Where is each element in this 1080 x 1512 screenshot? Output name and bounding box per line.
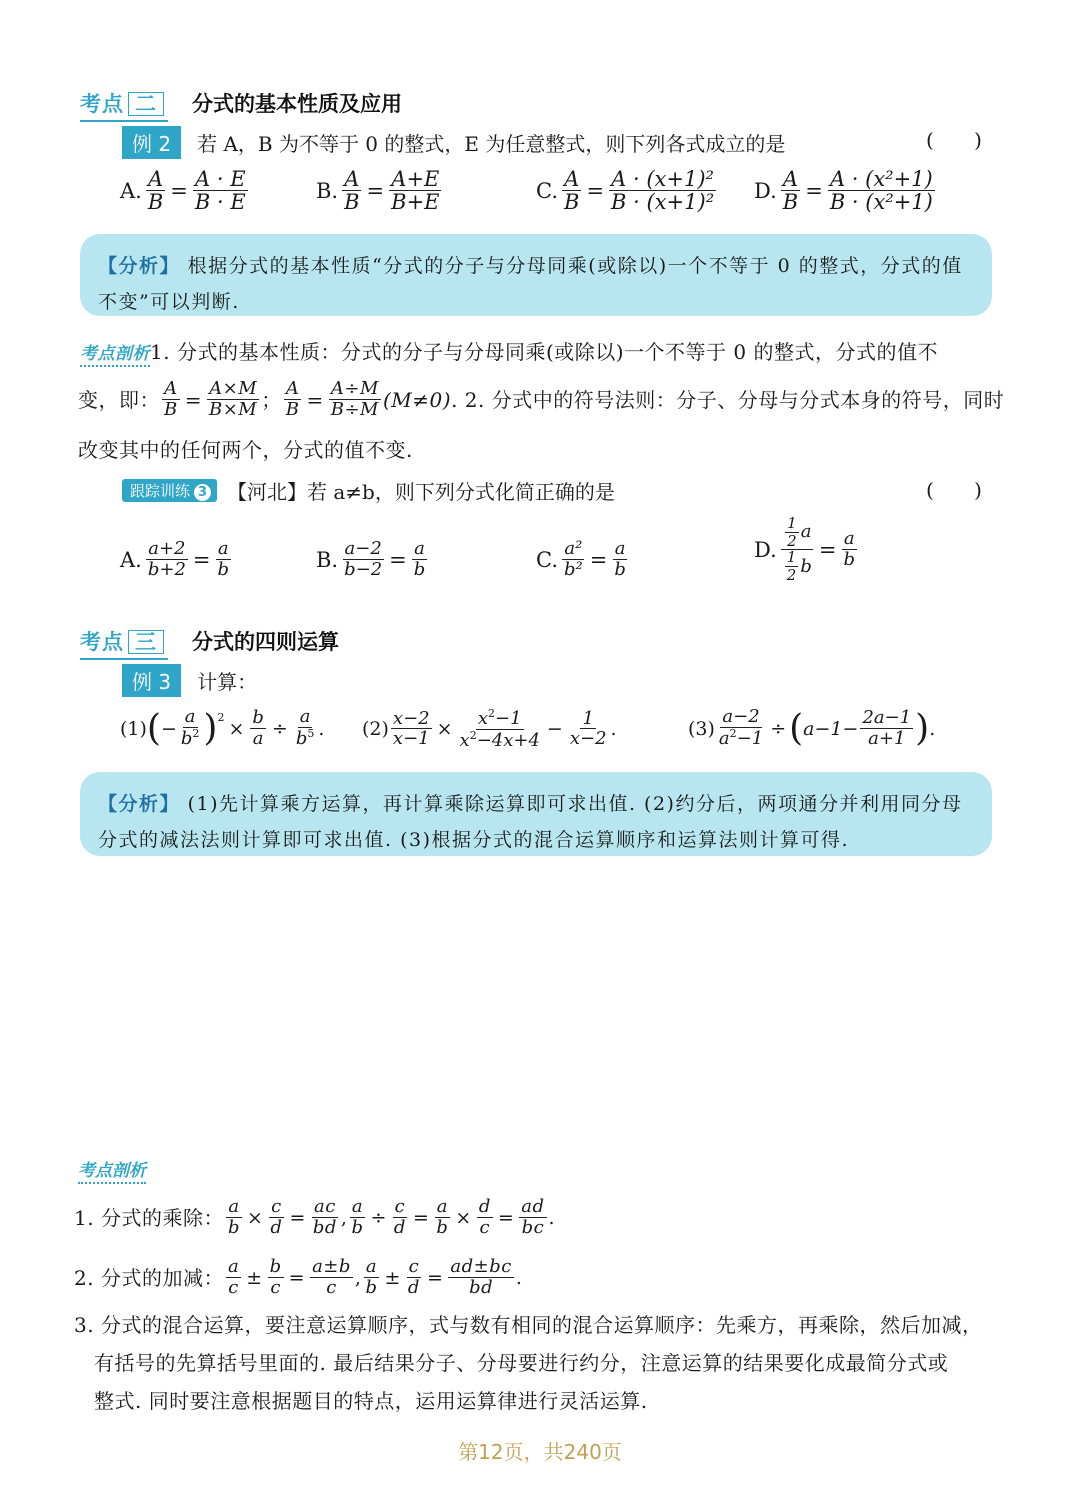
analysis-text: (1)先计算乘方运算，再计算乘除运算即可求出值. (2)约分后，两项通分并利用同分母分式的减法法则计算即可求出值. (3)根据分式的混合运算顺序和运算法则计算可得. — [98, 793, 963, 851]
analysis-label: 【分析】 — [98, 793, 181, 815]
example-label: 例 3 — [122, 664, 181, 697]
example-3 — [122, 664, 257, 697]
example-question: 计算： — [197, 670, 258, 694]
analysis-text: 根据分式的基本性质“分式的分子与分母同乘(或除以)一个不等于 0 的整式，分式的值不变”可以判断. — [98, 255, 963, 313]
analysis-label: 【分析】 — [98, 255, 181, 277]
section-title: 分式的基本性质及应用 — [192, 92, 402, 116]
track-option-a: A. $\frac{a+2}{b+2}$ = $\frac{a}{b}$ — [120, 538, 230, 580]
track-option-c: C. $\frac{\text{a²}}{\text{b²}}$ = $\frac{a}{b}$ — [536, 538, 626, 580]
option-b: B. $\frac{A}{B}$ = $\frac{A+E}{B+E}$ — [316, 167, 440, 215]
track-option-b: B. $\frac{a-2}{b-2}$ = $\frac{a}{b}$ — [316, 538, 426, 580]
kaodian2-item-1: 1. 分式的乘除： $\frac{a}{b}$ × $\frac{c}{d}$ = $\frac{ac}{bd}$ , $\frac{a}{b}$ ÷ $\frac{c}{d}$ = $\frac{a}{b}$ × $\frac{d}{c}$ = $\frac{ad}{bc}$ . — [74, 1196, 556, 1239]
ex3-part-1: (1) ( − $\frac{a}{b^2}$ ) 2 × $\frac{b}{a}$ ÷ $\frac{a}{b^5}$ . — [120, 706, 325, 750]
kaodian-badge: 考点 二 — [80, 88, 164, 118]
section-header-3 — [80, 626, 339, 656]
track-label: 跟踪训练 3 — [122, 479, 217, 502]
kaodian-label-2: 考点剖析 — [78, 1156, 146, 1181]
answer-paren: ( ) — [926, 478, 982, 502]
kaodian-label: 考点剖析 — [80, 344, 150, 367]
kaodian-badge: 考点 三 — [80, 626, 164, 656]
analysis-box-1 — [80, 234, 992, 316]
option-d: D. $\frac{A}{B}$ = $\frac{\text{A · (x²+1)}}{\text{B · (x²+1)}}$ — [754, 167, 933, 215]
page-footer: 第12页，共240页 — [458, 1440, 622, 1464]
answer-paren: ( ) — [926, 128, 982, 152]
kaodian-line-1: 考点剖析1. 分式的基本性质：分式的分子与分母同乘(或除以)一个不等于 0 的整式，分式的值不 — [80, 328, 1000, 378]
ex3-part-3: (3) $\frac{a-2}{a^2-1}$ ÷ ( a−1− 2a−1 a+1 ) . — [688, 706, 936, 750]
example-label: 例 2 — [122, 126, 181, 159]
example-2 — [122, 126, 785, 159]
track-training-3 — [122, 476, 615, 505]
track-source: 【河北】 — [227, 480, 308, 504]
section-title: 分式的四则运算 — [192, 630, 339, 654]
track-option-d: D. 1 2 a 1 2 b = $\frac{a}{b}$ — [754, 514, 855, 584]
analysis-box-2 — [80, 772, 992, 856]
track-question: 若 a≠b，则下列分式化简正确的是 — [307, 480, 615, 504]
kaodian2-item-2: 2. 分式的加减： a c ± $\frac{b}{c}$ = $\frac{a\pm b}{c}$ , a b ± $\frac{c}{d}$ = $\frac{ad\pm bc}{bd}$ . — [74, 1256, 523, 1299]
option-c: C. $\frac{A}{B}$ = $\frac{\text{A · (x+1)²}}{\text{B · (x+1)²}}$ — [536, 167, 715, 215]
ex3-part-2: (2) $\frac{x-2}{x-1}$ × $\frac{x^2-1}{x^2-4x+4}$ − $\frac{1}{x-2}$ . — [362, 707, 617, 751]
section-header-2 — [80, 88, 402, 118]
option-a: A. $\frac{A}{B}$ = $\frac{A \cdot E}{B \cdot E}$ — [120, 167, 246, 215]
kaodian-line-2: 变，即： $\frac{A}{B}$ = $\frac{A\times M}{B\times M}$ ； $\frac{A}{B}$ = $\frac{A\div M}{B\div M}$ (M≠0) . 2. 分式中的符号法则：分子、分母与分式本身的符号，同时 — [78, 378, 1005, 421]
kaodian-line-3: 改变其中的任何两个，分式的值不变. — [78, 438, 413, 462]
kaodian2-item-3: 3. 分式的混合运算，要注意运算顺序，式与数有相同的混合运算顺序：先乘方，再乘除，然后加减， 有括号的先算括号里面的. 最后结果分子、分母要进行约分，注意运算的结果要化成最简分式或 整式. 同时要注意根据题目的特点，运用运算律进行灵活运算. — [74, 1313, 983, 1413]
example-question: 若 A，B 为不等于 0 的整式，E 为任意整式，则下列各式成立的是 — [197, 132, 786, 156]
